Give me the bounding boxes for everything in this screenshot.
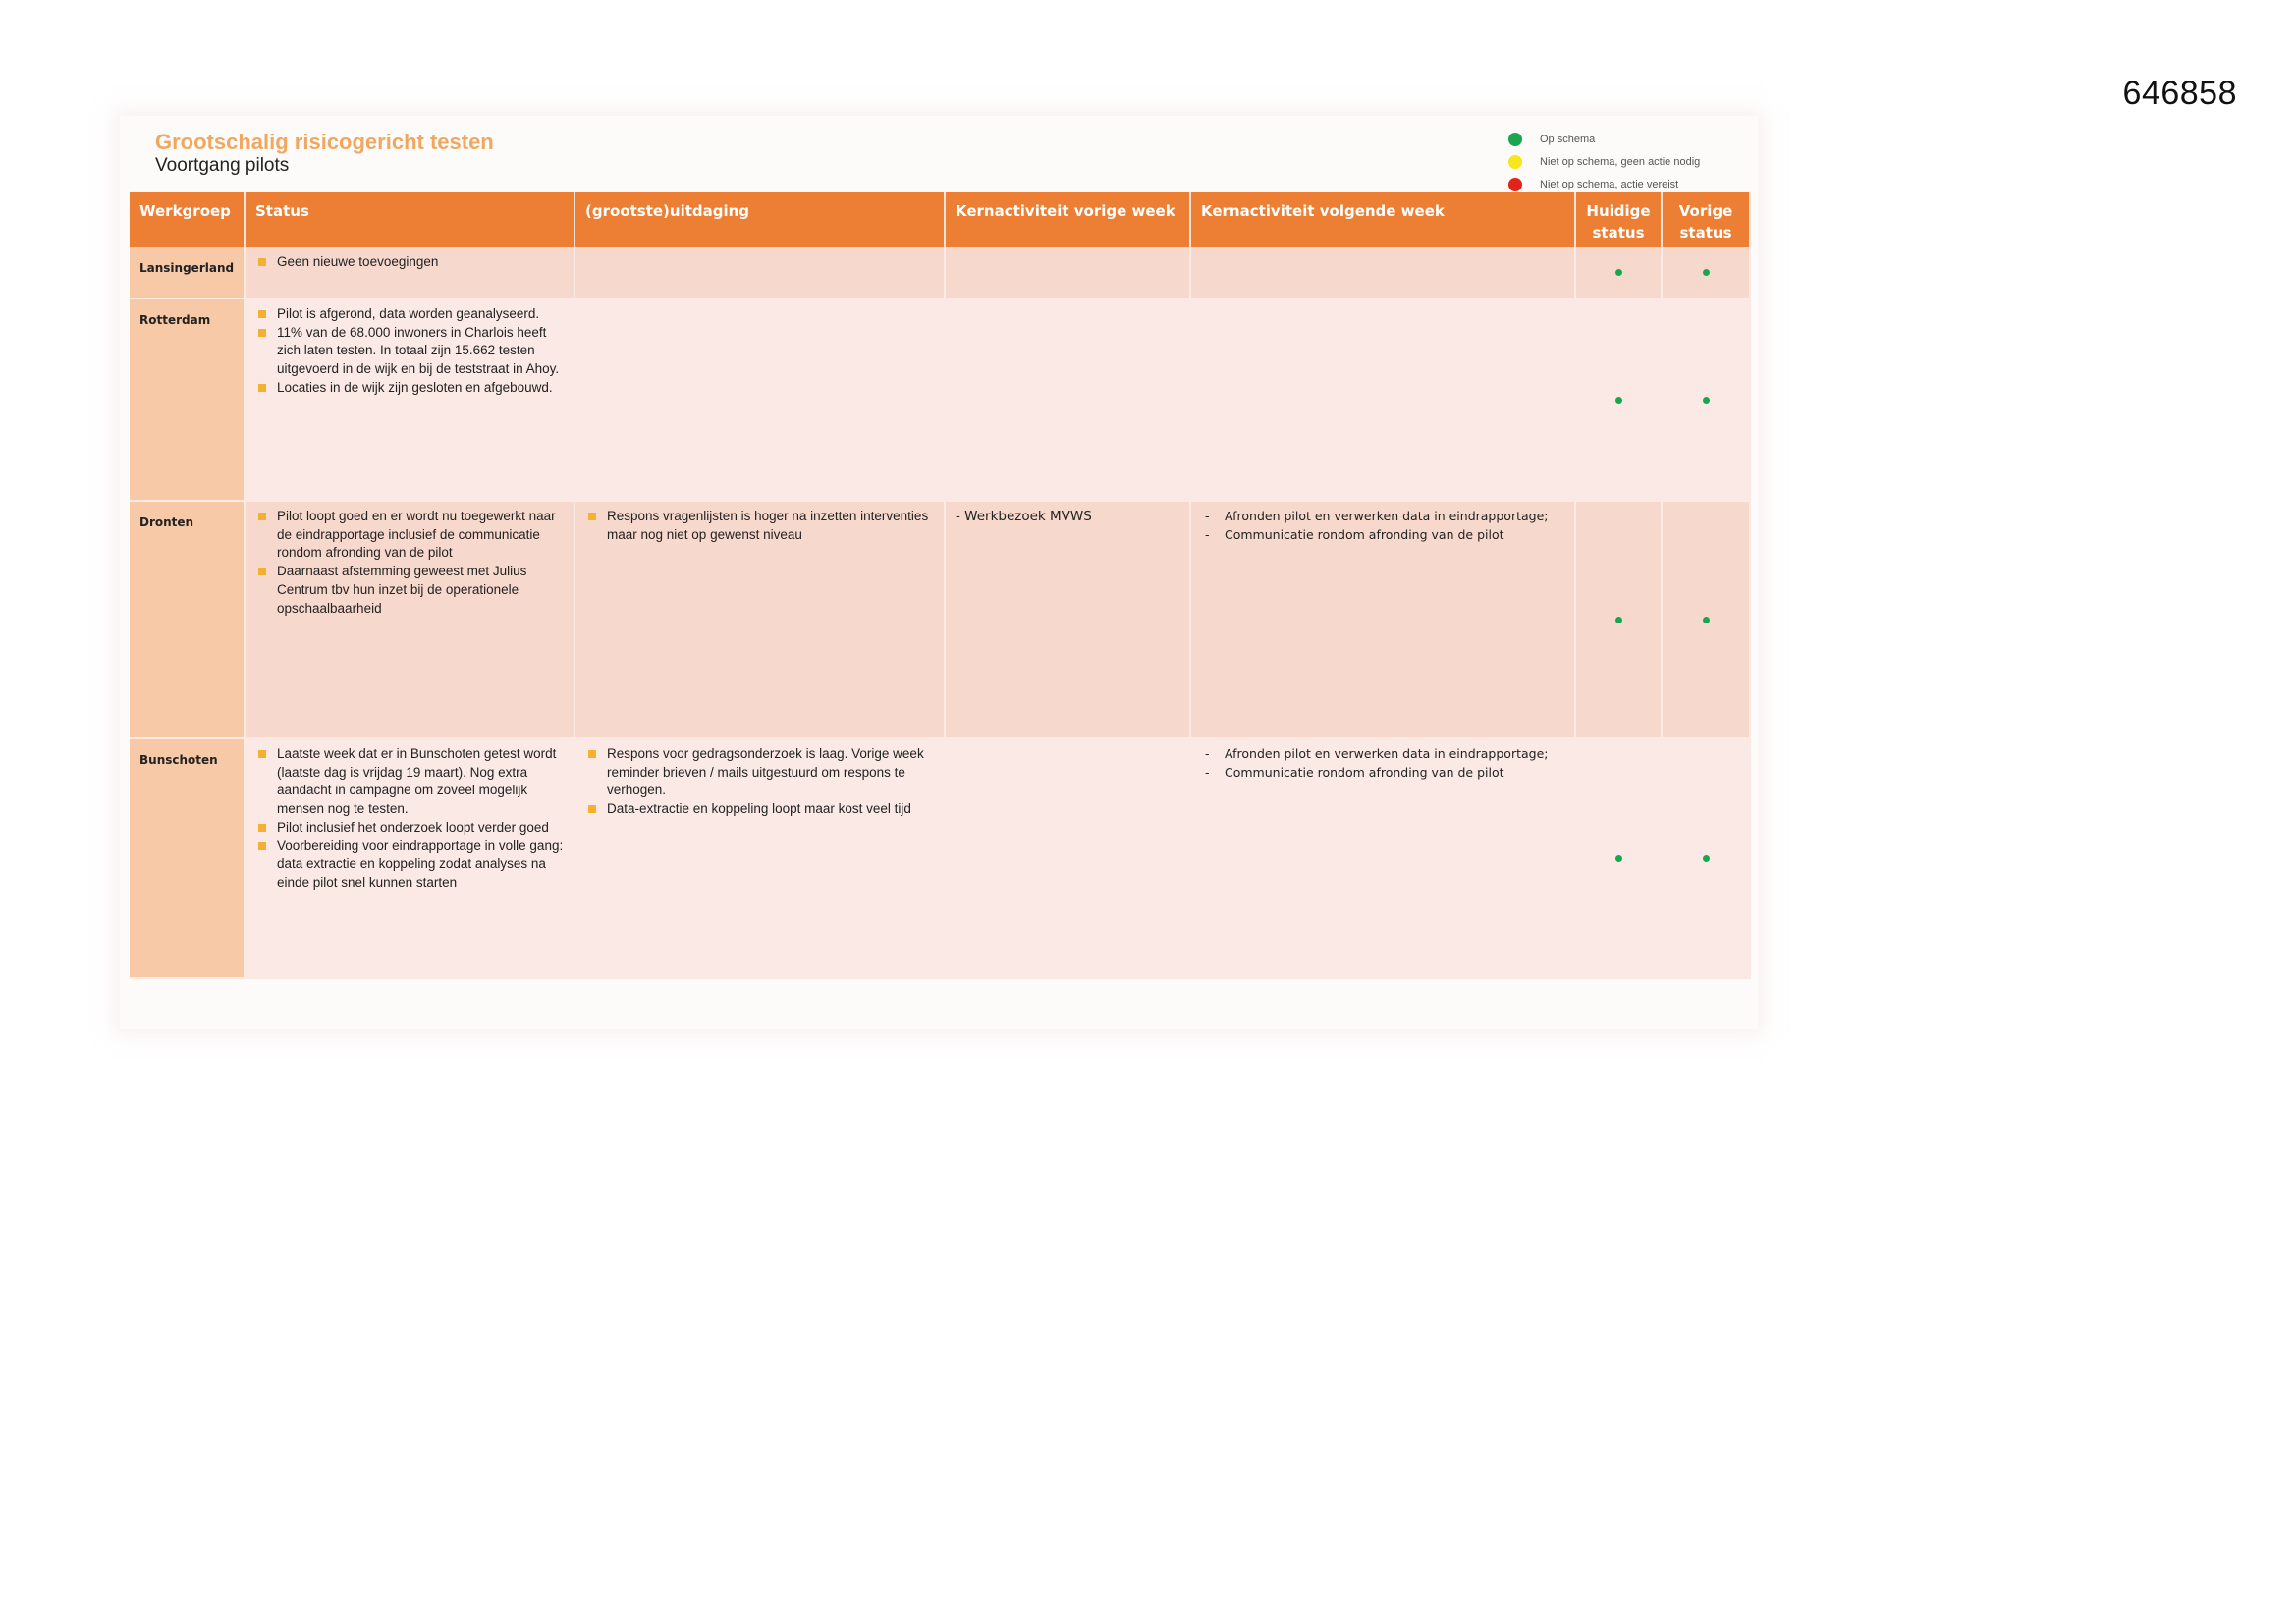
header-werkgroep: Werkgroep bbox=[130, 192, 245, 247]
vorige-week-cell bbox=[945, 738, 1190, 978]
vorige-week-cell: - Werkbezoek MVWS bbox=[945, 501, 1190, 738]
huidige-status-cell bbox=[1575, 501, 1662, 738]
legend-item-on-schedule bbox=[1508, 128, 1754, 150]
huidige-status-cell bbox=[1575, 738, 1662, 978]
header-uitdaging: (grootste)uitdaging bbox=[574, 192, 945, 247]
uitdaging-cell bbox=[574, 298, 945, 501]
werkgroep-cell: Rotterdam bbox=[130, 298, 245, 501]
werkgroep-cell: Lansingerland bbox=[130, 247, 245, 298]
header-huidige-status-line2: status bbox=[1592, 224, 1645, 242]
header-status: Status bbox=[245, 192, 574, 247]
status-cell bbox=[245, 501, 574, 738]
list-item: Respons voor gedragsonderzoek is laag. Vorige week reminder brieven / mails uitgestuurd om respons te verhogen. bbox=[585, 745, 934, 800]
header-vorige-status-line1: Vorige bbox=[1678, 202, 1733, 220]
volgende-week-cell bbox=[1190, 738, 1575, 978]
status-dot-icon bbox=[1615, 617, 1622, 623]
table-row bbox=[130, 298, 1750, 501]
list-item: Respons vragenlijsten is hoger na inzetten interventies maar nog niet op gewenst niveau bbox=[585, 508, 934, 544]
list-item: Pilot loopt goed en er wordt nu toegewerkt naar de eindrapportage inclusief de communicatie rondom afronding van de pilot bbox=[255, 508, 564, 563]
table-row bbox=[130, 738, 1750, 978]
header-huidige-status-line1: Huidige bbox=[1586, 202, 1651, 220]
status-dot-icon bbox=[1615, 855, 1622, 862]
green-dot-icon bbox=[1508, 133, 1522, 146]
pilot-progress-slide bbox=[120, 116, 1758, 1029]
volgende-week-list bbox=[1201, 508, 1564, 544]
list-item: - Afronden pilot en verwerken data in eindrapportage; bbox=[1201, 745, 1564, 764]
status-list bbox=[255, 508, 564, 618]
header-volgende-week: Kernactiviteit volgende week bbox=[1190, 192, 1575, 247]
list-item: Geen nieuwe toevoegingen bbox=[255, 253, 564, 272]
huidige-status-cell bbox=[1575, 247, 1662, 298]
table-header-row bbox=[130, 192, 1750, 247]
list-item: - Communicatie rondom afronding van de pilot bbox=[1201, 764, 1564, 783]
status-dot-icon bbox=[1703, 269, 1710, 276]
header-vorige-status-line2: status bbox=[1679, 224, 1732, 242]
werkgroep-cell: Bunschoten bbox=[130, 738, 245, 978]
list-item: - Communicatie rondom afronding van de pilot bbox=[1201, 526, 1564, 545]
volgende-week-cell bbox=[1190, 247, 1575, 298]
legend-label: Niet op schema, actie vereist bbox=[1540, 178, 1679, 190]
volgende-week-list bbox=[1201, 745, 1564, 782]
volgende-week-cell bbox=[1190, 501, 1575, 738]
volgende-week-cell bbox=[1190, 298, 1575, 501]
header-vorige-status bbox=[1662, 192, 1750, 247]
status-dot-icon bbox=[1703, 397, 1710, 404]
uitdaging-list bbox=[585, 745, 934, 819]
vorige-status-cell bbox=[1662, 501, 1750, 738]
legend-item-no-action bbox=[1508, 150, 1754, 173]
status-dot-icon bbox=[1703, 855, 1710, 862]
werkgroep-cell: Dronten bbox=[130, 501, 245, 738]
uitdaging-cell bbox=[574, 501, 945, 738]
status-dot-icon bbox=[1615, 397, 1622, 404]
vorige-status-cell bbox=[1662, 738, 1750, 978]
status-list bbox=[255, 305, 564, 398]
status-dot-icon bbox=[1703, 617, 1710, 623]
header-vorige-week: Kernactiviteit vorige week bbox=[945, 192, 1190, 247]
vorige-week-cell bbox=[945, 298, 1190, 501]
document-number: 646858 bbox=[2122, 75, 2237, 112]
legend-label: Niet op schema, geen actie nodig bbox=[1540, 155, 1701, 168]
status-list bbox=[255, 253, 564, 272]
uitdaging-list bbox=[585, 508, 934, 544]
status-cell bbox=[245, 247, 574, 298]
list-item: Daarnaast afstemming geweest met Julius Centrum tbv hun inzet bij de operationele opschaalbaarheid bbox=[255, 563, 564, 618]
vorige-status-cell bbox=[1662, 298, 1750, 501]
list-item: Laatste week dat er in Bunschoten getest wordt (laatste dag is vrijdag 19 maart). Nog extra aandacht in campagne om zoveel mogelijk mensen nog te testen. bbox=[255, 745, 564, 819]
status-dot-icon bbox=[1615, 269, 1622, 276]
list-item: Locaties in de wijk zijn gesloten en afgebouwd. bbox=[255, 379, 564, 398]
vorige-week-cell bbox=[945, 247, 1190, 298]
table-row bbox=[130, 247, 1750, 298]
uitdaging-cell bbox=[574, 738, 945, 978]
table-row bbox=[130, 501, 1750, 738]
list-item: Pilot inclusief het onderzoek loopt verder goed bbox=[255, 819, 564, 838]
status-cell bbox=[245, 738, 574, 978]
yellow-dot-icon bbox=[1508, 155, 1522, 169]
vorige-status-cell bbox=[1662, 247, 1750, 298]
status-list bbox=[255, 745, 564, 893]
slide-subtitle: Voortgang pilots bbox=[155, 155, 290, 176]
legend-label: Op schema bbox=[1540, 133, 1596, 145]
header-huidige-status bbox=[1575, 192, 1662, 247]
red-dot-icon bbox=[1508, 178, 1522, 191]
huidige-status-cell bbox=[1575, 298, 1662, 501]
list-item: 11% van de 68.000 inwoners in Charlois heeft zich laten testen. In totaal zijn 15.662 testen uitgevoerd in de wijk en bij de teststraat in Ahoy. bbox=[255, 324, 564, 379]
uitdaging-cell bbox=[574, 247, 945, 298]
status-cell bbox=[245, 298, 574, 501]
status-legend bbox=[1508, 128, 1754, 195]
slide-title: Grootschalig risicogericht testen bbox=[155, 130, 494, 154]
list-item: Data-extractie en koppeling loopt maar kost veel tijd bbox=[585, 800, 934, 819]
list-item: - Afronden pilot en verwerken data in eindrapportage; bbox=[1201, 508, 1564, 526]
list-item: Voorbereiding voor eindrapportage in volle gang: data extractie en koppeling zodat analyses na einde pilot snel kunnen starten bbox=[255, 838, 564, 893]
list-item: Pilot is afgerond, data worden geanalyseerd. bbox=[255, 305, 564, 324]
pilots-table bbox=[130, 192, 1751, 979]
